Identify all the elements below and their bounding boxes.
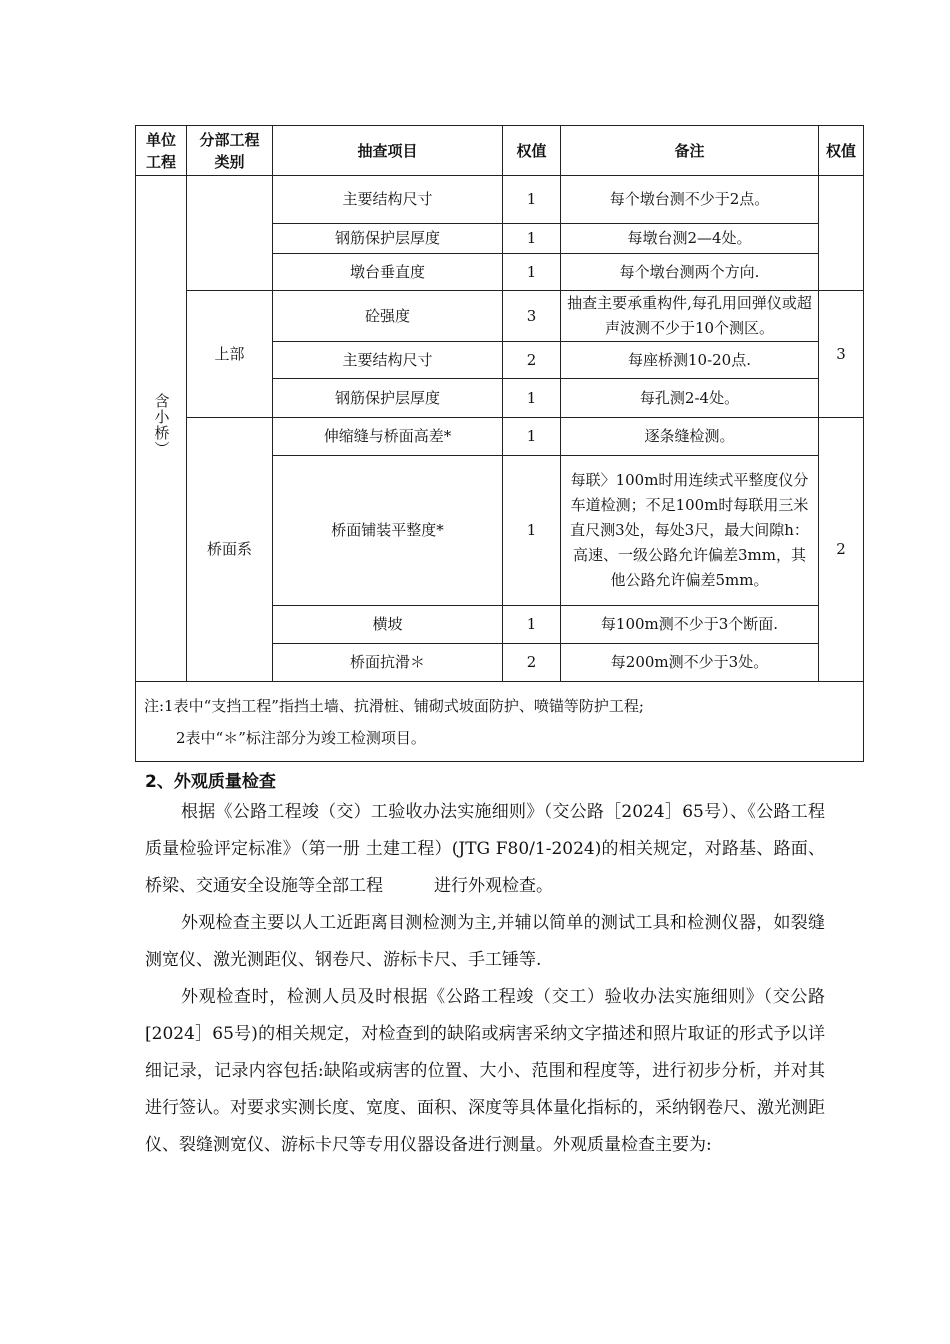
section-title: 2、外观质量检查: [145, 772, 276, 792]
weight-cell: 3: [503, 291, 561, 342]
note-cell: 每座桥测10-20点.: [561, 342, 819, 379]
header-item: 抽查项目: [273, 126, 503, 176]
paragraph-2: 外观检查主要以人工近距离目测检测为主,并辅以简单的测试工具和检测仪器，如裂缝测宽仪、激光测距仪、钢卷尺、游标卡尺、手工锤等.: [145, 913, 825, 970]
note-cell: 每个墩台测两个方向.: [561, 254, 819, 291]
group-weight-cell: 3: [819, 291, 864, 418]
paragraph-3: 外观检查时，检测人员及时根据《公路工程竣（交工）验收办法实施细则》（交公路[2024］65号)的相关规定，对检查到的缺陷或病害采纳文字描述和照片取证的形式予以详细记录，记录内容包括:缺陷或病害的位置、大小、范围和程度等，进行初步分析，并对其进行签认。对要求实测长度、宽度、面积、深度等具体量化指标的，采纳钢卷尺、激光测距仪、裂缝测宽仪、游标卡尺等专用仪器设备进行测量。外观质量检查主要为:: [145, 987, 825, 1155]
header-category: 分部工程类别: [187, 126, 273, 176]
note-cell: 逐条缝检测。: [561, 418, 819, 456]
category-cell: 上部: [187, 291, 273, 418]
table-header-row: [136, 126, 864, 176]
weight-cell: 1: [503, 606, 561, 644]
group-weight-cell: 2: [819, 418, 864, 682]
item-cell: 墩台垂直度: [273, 254, 503, 291]
note-cell: 每100m测不少于3个断面.: [561, 606, 819, 644]
paragraph-1: 根据《公路工程竣（交）工验收办法实施细则》（交公路［2024］65号）、《公路工程质量检验评定标准》（第一册 土建工程）(JTG F80/1-2024)的相关规定，对路基、路面、桥梁、交通安全设施等全部工程 进行外观检查。: [145, 802, 825, 896]
unit-cell: [136, 176, 187, 682]
header-unit: 单位工程: [136, 126, 187, 176]
note-line-1: 注:1表中“支挡工程”指挡土墙、抗滑桩、铺砌式坡面防护、喷锚等防护工程;: [144, 696, 644, 715]
header-note: 备注: [561, 126, 819, 176]
note-cell: 每墩台测2—4处。: [561, 224, 819, 254]
note-line-2: 2表中“＊”标注部分为竣工检测项目。: [176, 728, 426, 747]
note-cell: 每个墩台测不少于2点。: [561, 176, 819, 224]
item-cell: 砼强度: [273, 291, 503, 342]
item-cell: 主要结构尺寸: [273, 176, 503, 224]
table-row: [136, 176, 864, 224]
header-weight-2: 权值: [819, 126, 864, 176]
group-weight-cell: [819, 176, 864, 291]
note-cell: 抽查主要承重构件,每孔用回弹仪或超声波测不少于10个测区。: [561, 291, 819, 342]
item-cell: 主要结构尺寸: [273, 342, 503, 379]
inspection-table: [135, 125, 864, 762]
weight-cell: 1: [503, 224, 561, 254]
item-cell: 钢筋保护层厚度: [273, 224, 503, 254]
weight-cell: 1: [503, 176, 561, 224]
category-cell: [187, 176, 273, 291]
weight-cell: 1: [503, 418, 561, 456]
item-cell: 桥面抗滑＊: [273, 644, 503, 682]
table-note: [136, 682, 864, 762]
item-cell: 桥面铺装平整度*: [273, 456, 503, 606]
table-row: [136, 291, 864, 342]
note-cell: 每联〉100m时用连续式平整度仪分车道检测；不足100m时每联用三米直尺测3处，每处3尺，最大间隙h：高速、一级公路允许偏差3mm，其他公路允许偏差5mm。: [561, 456, 819, 606]
weight-cell: 1: [503, 379, 561, 418]
weight-cell: 1: [503, 456, 561, 606]
table-row: [136, 418, 864, 456]
item-cell: 横坡: [273, 606, 503, 644]
category-cell: 桥面系: [187, 418, 273, 682]
table-note-row: [136, 682, 864, 762]
header-weight: 权值: [503, 126, 561, 176]
item-cell: 伸缩缝与桥面高差*: [273, 418, 503, 456]
note-cell: 每200m测不少于3处。: [561, 644, 819, 682]
weight-cell: 2: [503, 342, 561, 379]
unit-label: 含小桥）: [152, 392, 171, 457]
weight-cell: 1: [503, 254, 561, 291]
item-cell: 钢筋保护层厚度: [273, 379, 503, 418]
weight-cell: 2: [503, 644, 561, 682]
note-cell: 每孔测2-4处。: [561, 379, 819, 418]
